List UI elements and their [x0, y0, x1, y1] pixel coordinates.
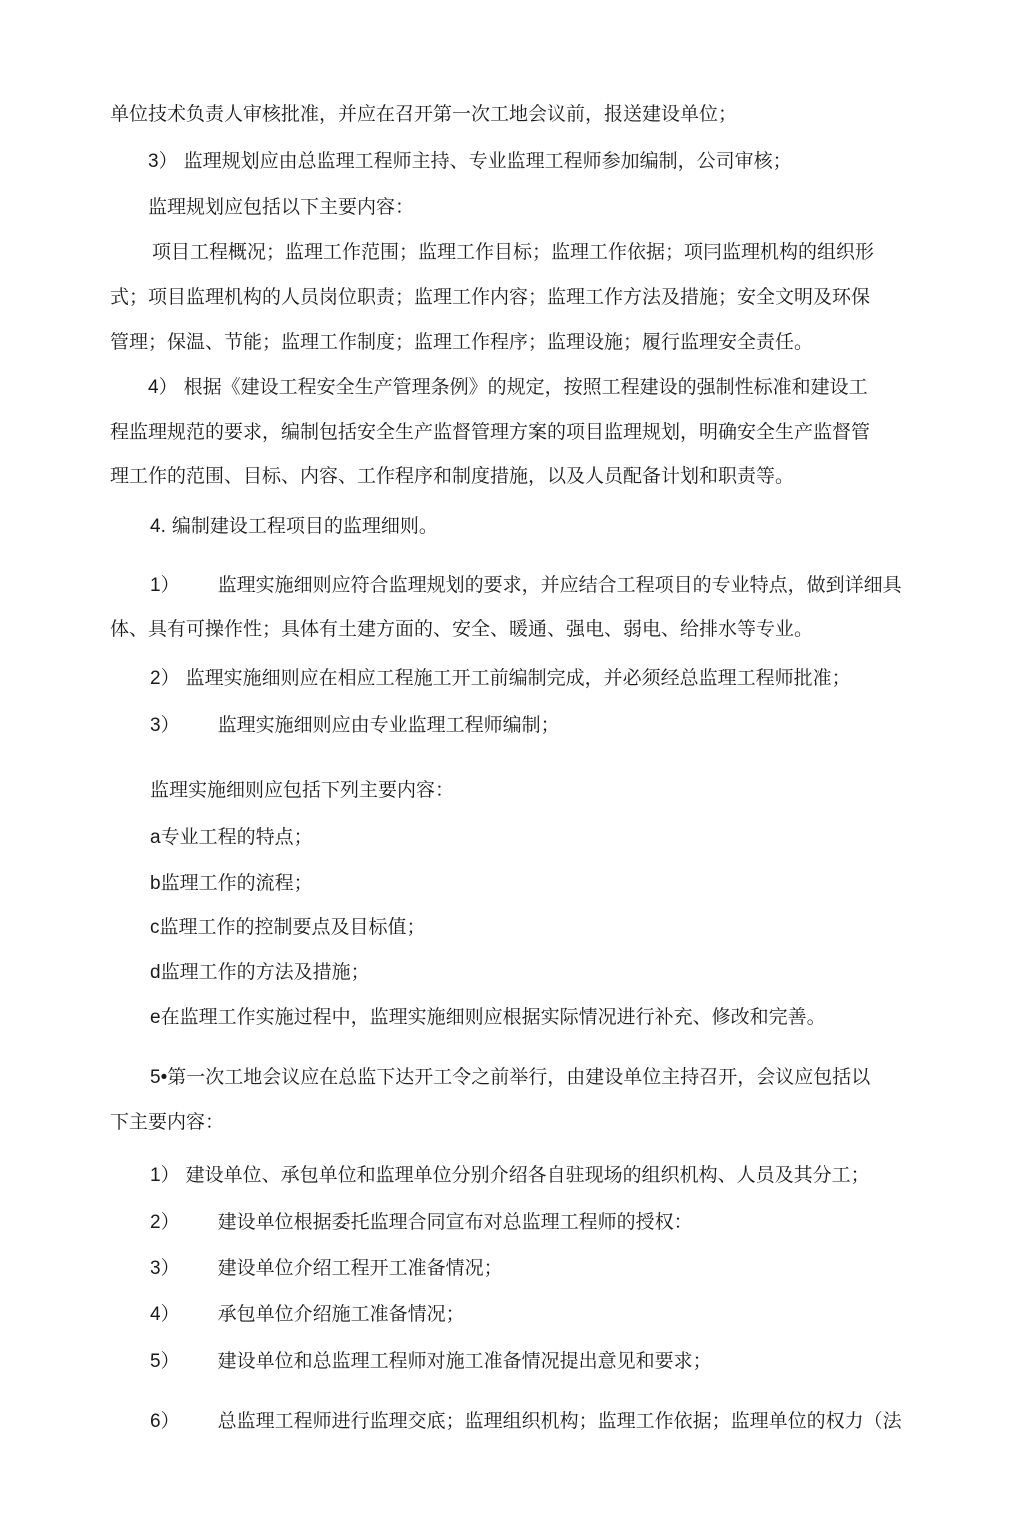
paragraph-line: [110, 615, 813, 643]
item-number: 3）: [150, 715, 180, 736]
list-item: [150, 711, 560, 740]
item-number: 1）: [150, 1165, 180, 1186]
paragraph-line: [152, 238, 874, 266]
text: 管理；保温、节能；监理工作制度；监理工作程序；监理设施；履行监理安全责任。: [110, 331, 814, 353]
list-item: [150, 1407, 902, 1436]
text: 监理实施细则应在相应工程施工开工前编制完成，并必须经总监理工程师批准；: [185, 667, 851, 689]
text: 监理工作的方法及措施；: [160, 961, 370, 983]
paragraph-line: [110, 462, 794, 490]
list-item: [150, 1300, 465, 1329]
item-number: 3）: [148, 151, 178, 172]
item-number: 4）: [148, 377, 178, 398]
paragraph-line: [110, 1108, 224, 1136]
text: 项目工程概况；监理工作范围；监理工作目标；监理工作依据；项冃监理机构的组织形: [152, 241, 875, 263]
list-item: [150, 1003, 826, 1032]
paragraph-line: [150, 776, 454, 804]
list-item: [150, 958, 370, 987]
item-number: 6）: [150, 1411, 180, 1432]
text: 程监理规范的要求，编制包括安全生产监督管理方案的项目监理规划，明确安全生产监督管: [110, 421, 871, 443]
list-item: [150, 823, 313, 852]
text: 第一次工地会议应在总监下达开工令之前举行，由建设单位主持召开，会议应包括以: [167, 1066, 871, 1088]
paragraph-line: [110, 418, 870, 446]
text: 建设单位根据委托监理合同宣布对总监理工程师的授权：: [217, 1211, 693, 1233]
text: 建设单位介绍工程开工准备情况；: [217, 1257, 503, 1279]
item-letter: e: [150, 1007, 161, 1028]
text: 下主要内容：: [110, 1111, 225, 1133]
text: 监理实施细则应由专业监理工程师编制；: [217, 714, 560, 736]
item-number: 2）: [150, 1212, 180, 1233]
text: 理工作的范围、目标、内容、工作程序和制度措施，以及人员配备计划和职责等。: [110, 465, 795, 487]
text: 监理规划应由总监理工程师主持、专业监理工程师参加编制，公司审核；: [183, 150, 792, 172]
section-heading: [150, 1063, 870, 1092]
section-heading: [150, 512, 438, 541]
item-number: 3）: [150, 1258, 180, 1279]
list-item: [150, 664, 851, 693]
text: 监理实施细则应符合监理规划的要求，并应结合工程项目的专业特点，做到详细具: [217, 574, 902, 596]
item-letter: b: [150, 873, 161, 894]
text: 根据《建设工程安全生产管理条例》的规定，按照工程建设的强制性标准和建设工: [183, 376, 868, 398]
section-number: 5•: [150, 1067, 168, 1088]
paragraph-line: [110, 283, 870, 311]
text: 建设单位和总监理工程师对施工准备情况提出意见和要求；: [217, 1350, 712, 1372]
list-item: [150, 1254, 503, 1283]
text: 总监理工程师进行监理交底；监理组织机构；监理工作依据；监理单位的权力（法: [217, 1410, 902, 1432]
text: 在监理工作实施过程中，监理实施细则应根据实际情况进行补充、修改和完善。: [160, 1006, 826, 1028]
list-item: [150, 869, 313, 898]
paragraph-line: [110, 328, 813, 356]
text: 监理工作的控制要点及目标值；: [159, 916, 426, 938]
item-number: 1）: [150, 575, 180, 596]
item-letter: a: [150, 827, 161, 848]
text: 承包单位介绍施工准备情况；: [217, 1303, 465, 1325]
text: 专业工程的特点；: [160, 826, 313, 848]
item-number: 4）: [150, 1304, 180, 1325]
list-item: [150, 1161, 870, 1190]
text: 编制建设工程项目的监理细则。: [171, 515, 438, 537]
list-item: [150, 571, 902, 600]
text: 单位技术负责人审核批准，并应在召开第一次工地会议前，报送建设单位；: [110, 103, 738, 125]
text: 监理规划应包括以下主要内容：: [148, 196, 415, 218]
text: 体、具有可操作性；具体有土建方面的、安全、暖通、强电、弱电、给排水等专业。: [110, 618, 814, 640]
item-number: 2）: [150, 668, 180, 689]
text: 式；项目监理机构的人员岗位职责；监理工作内容；监理工作方法及措施；安全文明及环保: [110, 286, 871, 308]
list-item: [150, 913, 426, 942]
item-number: 5）: [150, 1351, 180, 1372]
item-letter: c: [150, 917, 160, 938]
paragraph-line: [148, 193, 414, 221]
list-item: [150, 1208, 693, 1237]
list-item: [148, 147, 792, 176]
section-number: 4.: [150, 516, 166, 537]
list-item: [148, 373, 868, 402]
item-letter: d: [150, 962, 161, 983]
text: 监理工作的流程；: [160, 872, 313, 894]
text: 建设单位、承包单位和监理单位分别介绍各自驻现场的组织机构、人员及其分工；: [185, 1164, 870, 1186]
paragraph-line: [110, 100, 737, 128]
list-item: [150, 1347, 712, 1376]
text: 监理实施细则应包括下列主要内容：: [150, 779, 455, 801]
